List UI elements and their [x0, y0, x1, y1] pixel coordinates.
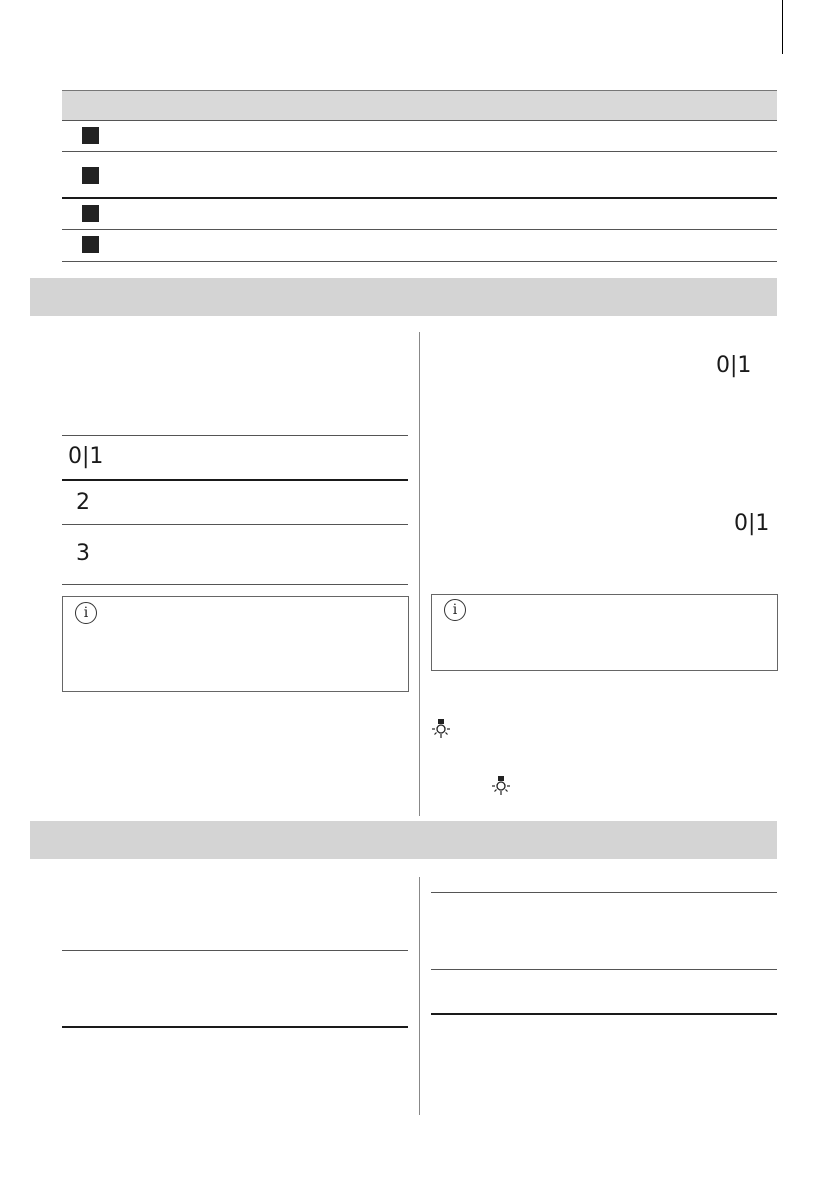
power-symbol: 0|1	[716, 353, 752, 378]
table-row-marker	[82, 205, 99, 222]
table-row-marker	[82, 167, 99, 184]
info-icon: i	[75, 602, 97, 624]
info-icon: i	[444, 599, 466, 621]
table-row-marker	[82, 236, 99, 253]
crop-mark-top-right	[782, 0, 783, 54]
table-row-marker	[82, 127, 99, 144]
info-box	[62, 596, 409, 692]
control-table-line	[62, 479, 408, 481]
table-line	[431, 892, 777, 893]
info-box	[431, 594, 778, 671]
light-bulb-icon	[430, 718, 452, 740]
header-table-line	[62, 151, 777, 152]
speed-2-symbol: 2	[76, 490, 90, 515]
control-table-line	[62, 584, 408, 585]
speed-3-symbol: 3	[76, 541, 90, 566]
table-line	[62, 1026, 408, 1028]
table-line	[431, 969, 777, 970]
header-table-line	[62, 120, 777, 121]
table-line	[62, 950, 408, 951]
header-table-line	[62, 90, 777, 91]
control-table-line	[62, 524, 408, 525]
control-table-line	[62, 435, 408, 436]
light-bulb-icon	[490, 775, 512, 797]
power-symbol: 0|1	[734, 511, 770, 536]
header-table-line	[62, 261, 777, 262]
section-band	[30, 821, 777, 859]
header-table-line	[62, 197, 777, 199]
header-table	[62, 90, 777, 262]
power-symbol: 0|1	[68, 444, 104, 469]
column-divider	[419, 877, 420, 1115]
table-line	[431, 1013, 777, 1015]
section-band	[30, 278, 777, 316]
header-table-line	[62, 229, 777, 230]
header-table-head	[62, 90, 777, 120]
column-divider	[419, 332, 420, 816]
